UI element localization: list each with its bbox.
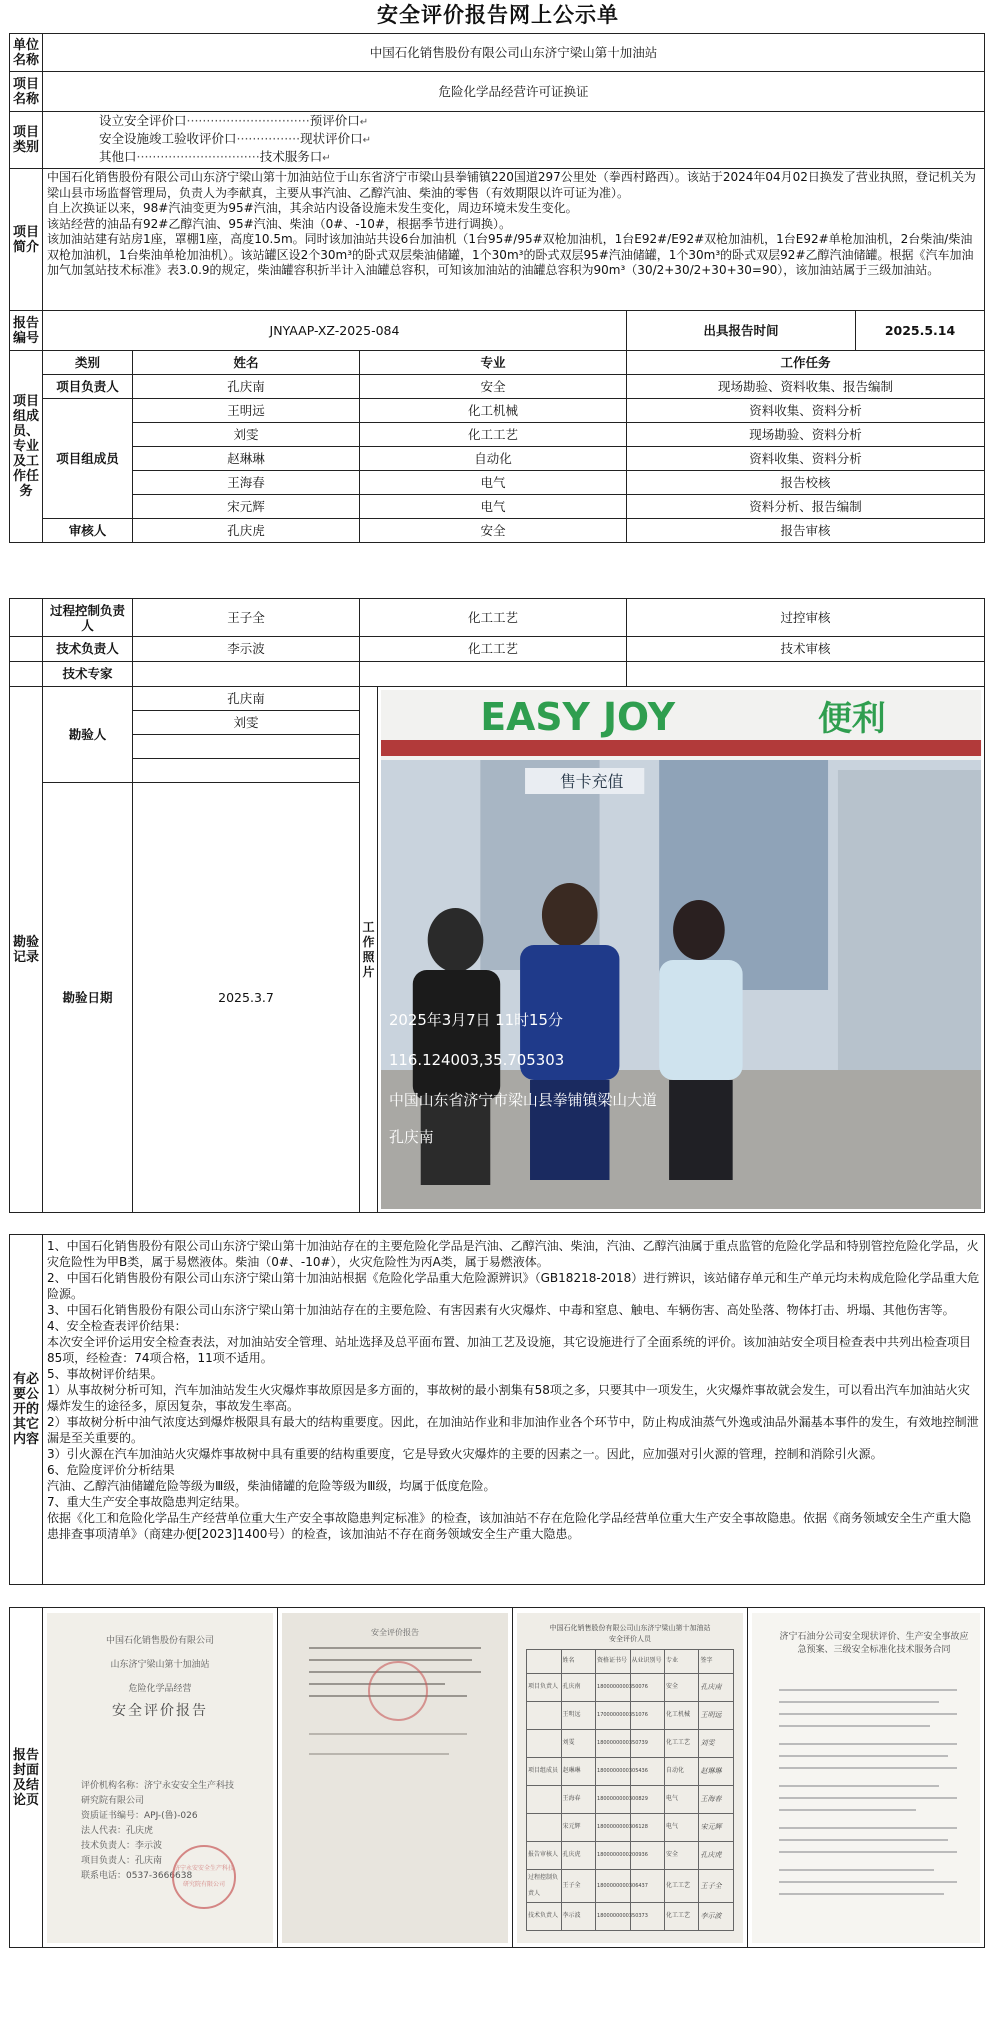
report-number-label: 报告编号 bbox=[10, 311, 43, 351]
project-intro-label: 项目简介 bbox=[10, 169, 43, 311]
table-row: 过程控制负责人 王子全 化工工艺 过控审核 bbox=[10, 599, 985, 637]
report-number: JNYAAP-XZ-2025-084 bbox=[43, 311, 627, 351]
table-row: 刘雯 化工工艺 现场勘验、资料分析 bbox=[10, 423, 985, 447]
table-row: 技术负责人 李示波 化工工艺 技术审核 bbox=[10, 637, 985, 662]
covers-label: 报告封面及结论页 bbox=[10, 1608, 43, 1948]
team-header-category: 类别 bbox=[43, 351, 133, 375]
inspection-table bbox=[9, 598, 985, 1213]
table-row: 项目组成员 王明远 化工机械 资料收集、资料分析 bbox=[10, 399, 985, 423]
disclosure-paragraph: 2、中国石化销售股份有限公司山东济宁梁山第十加油站根据《危险化学品重大危险源辨识》（GB18218-2018）进行辨识，该站储存单元和生产单元均未构成危险化学品重大危险源。 bbox=[47, 1271, 980, 1301]
team-header-major: 专业 bbox=[360, 351, 627, 375]
intro-paragraph: 该站经营的油品有92#乙醇汽油、95#汽油、柴油（0#、-10#，根据季节进行调换）。 bbox=[47, 216, 511, 231]
page-title: 安全评价报告网上公示单 bbox=[377, 3, 619, 27]
report-date-label: 出具报告时间 bbox=[627, 311, 856, 351]
disclosure-paragraph: 6、危险度评价分析结果 bbox=[47, 1463, 175, 1477]
disclosure-paragraph: 4、安全检查表评价结果： bbox=[47, 1319, 187, 1333]
info-table bbox=[9, 33, 985, 543]
disclosure-paragraph: 依据《化工和危险化学品生产经营单位重大生产安全事故隐患判定标准》的检查，该加油站不存在危险化学品经营单位重大生产安全事故隐患。依据《商务领域安全生产重大隐患排查事项清单》（商建办便[2023]1400号）的检查，该加油站不存在商务领域安全生产重大隐患。 bbox=[47, 1511, 972, 1541]
intro-paragraph: 自上次换证以来，98#汽油变更为95#汽油，其余站内设备设施未发生变化，周边环境未发生变化。 bbox=[47, 201, 578, 215]
disclosure-paragraph: 5、事故树评价结果。 bbox=[47, 1367, 163, 1381]
inspector-name bbox=[133, 735, 360, 759]
inspector-name: 孔庆南 bbox=[133, 687, 360, 711]
category-row: 安全设施竣工验收评价口················现状评价口↵ bbox=[99, 131, 371, 146]
covers-table bbox=[9, 1607, 985, 1948]
disclosure-paragraph: 本次安全评价运用安全检查表法，对加油站安全管理、站址选择及总平面布置、加油工艺及设施，其它设施进行了全面系统的评价。该加油站安全项目检查表中共列出检查项目85项，经检查：74项合格，11项不适用。 bbox=[47, 1335, 972, 1365]
table-row: 宋元辉 电气 资料分析、报告编制 bbox=[10, 495, 985, 519]
disclosure-paragraph: 2）事故树分析中油气浓度达到爆炸极限具有最大的结构重要度。因此，在加油站作业和非加油作业各个环节中，防止构成油蒸气外逸或油品外漏基本事件的发生，有效地控制泄漏是至关重要的。 bbox=[47, 1415, 979, 1445]
table-row: 赵琳琳 自动化 资料收集、资料分析 bbox=[10, 447, 985, 471]
cover-page-4 bbox=[748, 1608, 985, 1948]
photo-label: 工作照片 bbox=[360, 687, 378, 1213]
project-intro-text bbox=[43, 169, 985, 311]
table-row: 审核人 孔庆虎 安全 报告审核 bbox=[10, 519, 985, 543]
work-photo-image bbox=[381, 690, 981, 1209]
disclosure-paragraph: 7、重大生产安全事故隐患判定结果。 bbox=[47, 1495, 247, 1509]
disclosure-paragraph: 3、中国石化销售股份有限公司山东济宁梁山第十加油站存在的主要危险、有害因素有火灾爆炸、中毒和窒息、触电、车辆伤害、高处坠落、物体打击、坍塌、其他伤害等。 bbox=[47, 1303, 955, 1317]
intro-paragraph: 中国石化销售股份有限公司山东济宁梁山第十加油站位于山东省济宁市梁山县拳铺镇220国道297公里处（拳西村路西）。该站于2024年04月02日换发了营业执照，登记机关为梁山县市场监督管理局，负责人为李献真，主要从事汽油、乙醇汽油、柴油的零售（有效期限以许可证为准）。 bbox=[47, 170, 976, 200]
project-name-value: 危险化学品经营许可证换证 bbox=[43, 72, 985, 112]
table-row: 项目负责人 孔庆南 安全 现场勘验、资料收集、报告编制 bbox=[10, 375, 985, 399]
cover-scan-4: 济宁石油分公司安全现状评价、生产安全事故应急预案、三级安全标准化技术服务合同 bbox=[752, 1613, 980, 1943]
unit-label: 单位名称 bbox=[10, 34, 43, 72]
category-row: 其他口·······························技术服务口↵ bbox=[99, 149, 331, 164]
inspector-label: 勘验人 bbox=[43, 687, 133, 783]
table-row: 技术专家 bbox=[10, 662, 985, 687]
inspector-name: 刘雯 bbox=[133, 711, 360, 735]
cover-page-2 bbox=[278, 1608, 513, 1948]
disclosure-paragraph: 1）从事故树分析可知，汽车加油站发生火灾爆炸事故原因是多方面的，事故树的最小割集有58项之多，只要其中一项发生，火灾爆炸事故就会发生，可以看出汽车加油站火灾爆炸发生的途径多，原因复杂，事故发生率高。 bbox=[47, 1383, 970, 1413]
team-label: 项目组成员、专业及工作任务 bbox=[10, 351, 43, 543]
category-row: 设立安全评价口·······························预评价口↵ bbox=[99, 113, 369, 128]
inspection-date: 2025.3.7 bbox=[133, 783, 360, 1213]
team-header-task: 工作任务 bbox=[627, 351, 985, 375]
photo-sign-text-2: 便利 bbox=[818, 698, 886, 739]
photo-stamp-time: 2025年3月7日 11时15分 bbox=[388, 1010, 563, 1030]
team-header-name: 姓名 bbox=[133, 351, 360, 375]
cover-scan-1: 中国石化销售股份有限公司 山东济宁梁山第十加油站 危险化学品经营 安全评价报告 评价机构名称：济宁永安安全生产科技 研究院有限公司 资质证书编号：APJ-(鲁)-026 法人代表：孔庆虎 技术负责人：李示波 项目负责人：孔庆南 联系电话：0537-3666638 济宁永安安全生产科技研究院有限公司 bbox=[47, 1613, 273, 1943]
disclosure-paragraph: 1、中国石化销售股份有限公司山东济宁梁山第十加油站存在的主要危险化学品是汽油、乙醇汽油、柴油，汽油、乙醇汽油属于重点监管的危险化学品和特别管控危险化学品，火灾危险性为甲B类，属于易燃液体。柴油（0#、-10#），火灾危险性为丙A类，属于易燃液体。 bbox=[47, 1239, 979, 1269]
cover-scan-2: 安全评价报告 bbox=[282, 1613, 508, 1943]
project-name-label: 项目名称 bbox=[10, 72, 43, 112]
disclosure-paragraph: 3）引火源在汽车加油站火灾爆炸事故树中具有重要的结构重要度，它是导致火灾爆炸的主要的因素之一。因此，应加强对引火源的管理，控制和消除引火源。 bbox=[47, 1447, 883, 1461]
photo-stamp-name: 孔庆南 bbox=[388, 1127, 434, 1147]
cover-personnel-table: 姓名 资格证书号 从业识别号 专业 签字 项目负责人 孔庆南 1800000000350076 安全 孔庆南 王明远 1700000000351076 化工机械 王明远 刘雯 1800000000350739 化工工艺 刘雯 项目组成员 赵琳琳 1800000000305436 自动化 赵琳琳 王海春 1800000000300829 电气 王海春 宋元辉 1800000000306128 电气 宋元辉 报告审核人 孔庆虎 1800000000200936 安全 孔庆虎 过程控制负责人 王子全 1800000000306437 化工工艺 王子全 技术负责人 李示波 1800000000350373 化工工艺 李示波 bbox=[526, 1649, 734, 1931]
disclosure-table bbox=[9, 1234, 985, 1585]
photo-sign-text: EASY JOY bbox=[480, 694, 676, 740]
intro-paragraph: 该加油站建有站房1座，罩棚1座，高度10.5m。同时该加油站共设6台加油机（1台95#/95#双枪加油机，1台E92#/E92#双枪加油机，1台E92#单枪加油机，2台柴油/柴油双枪加油机，1台柴油单枪加油机）。该站罐区设2个30m³的卧式双层柴油储罐，1个30m³的卧式双层95#汽油储罐，1个30m³的卧式双层92#乙醇汽油储罐。根据《汽车加油加气加氢站技术标准》表3.0.9的规定，柴油罐容积折半计入油罐总容积，可知该加油站的油罐总容积为90m³（30/2+30/2+30+30=90），该加油站属于三级加油站。 bbox=[47, 232, 974, 277]
photo-card-sign: 售卡充值 bbox=[559, 771, 624, 792]
inspector-name bbox=[133, 759, 360, 783]
inspection-label: 勘验记录 bbox=[10, 687, 43, 1213]
disclosure-label: 有必要公开的其它内容 bbox=[10, 1235, 43, 1585]
cover-page-3 bbox=[513, 1608, 748, 1948]
photo-stamp-coords: 116.124003,35.705303 bbox=[388, 1050, 565, 1070]
project-category-options bbox=[43, 112, 985, 169]
cover-page-1 bbox=[43, 1608, 278, 1948]
work-photo bbox=[378, 687, 985, 1213]
photo-stamp-place: 中国山东省济宁市梁山县拳铺镇梁山大道 bbox=[388, 1090, 657, 1110]
table-row: 王海春 电气 报告校核 bbox=[10, 471, 985, 495]
project-category-label: 项目类别 bbox=[10, 112, 43, 169]
disclosure-text bbox=[43, 1235, 985, 1585]
inspection-date-label: 勘验日期 bbox=[43, 783, 133, 1213]
work-photo-graphic bbox=[381, 690, 981, 1209]
cover-scan-3: 中国石化销售股份有限公司山东济宁梁山第十加油站 安全评价人员 姓名 资格证书号 从业识别号 专业 签字 项目负责人 孔庆南 1800000000350076 安全 孔庆南 王明远 1700000000351076 化工机械 王明远 刘雯 1800000000350739 化工工艺 刘雯 项目组成员 赵琳琳 1800000000305436 自动化 赵琳琳 王海春 1800000000300829 电气 王海春 宋元辉 1800000000306128 电气 宋元辉 报告审核人 孔庆虎 1800000000200936 安全 孔庆虎 过程控制负责人 王子全 1800000000306437 化工工艺 王子全 技术负责人 李示波 1800000000350373 化工工艺 李示波 bbox=[517, 1613, 743, 1943]
cover-stamp: 济宁永安安全生产科技研究院有限公司 bbox=[172, 1845, 236, 1909]
report-date: 2025.5.14 bbox=[856, 311, 985, 351]
disclosure-paragraph: 汽油、乙醇汽油储罐危险等级为Ⅲ级，柴油储罐的危险等级为Ⅲ级，均属于低度危险。 bbox=[47, 1479, 496, 1493]
unit-value: 中国石化销售股份有限公司山东济宁梁山第十加油站 bbox=[43, 34, 985, 72]
